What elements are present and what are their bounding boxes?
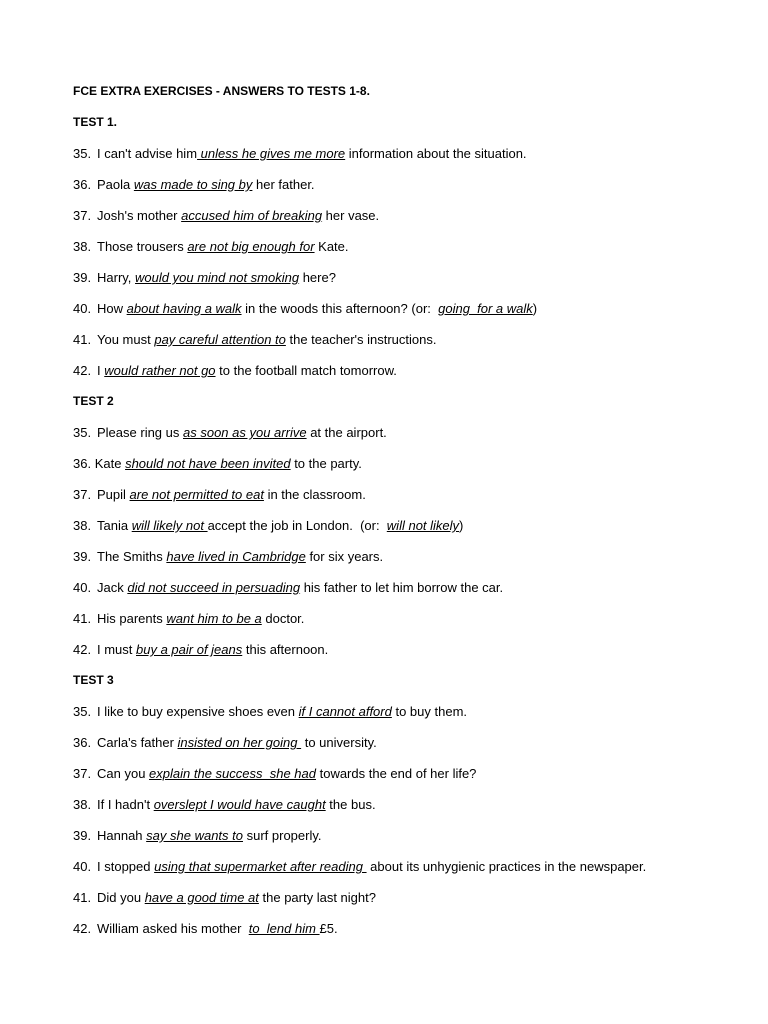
sentence-text: Hannah bbox=[97, 828, 147, 843]
sentence-text: Tania bbox=[97, 518, 132, 533]
answer-item bbox=[73, 456, 743, 487]
sentence-text: Harry, bbox=[97, 270, 136, 285]
tests-container bbox=[73, 115, 743, 952]
sentence-text: ) bbox=[459, 518, 464, 533]
item-number: 39. bbox=[73, 549, 92, 564]
answer-item bbox=[73, 549, 743, 580]
item-number: 36. bbox=[73, 735, 92, 750]
answer-phrase: about having a walk bbox=[126, 301, 242, 316]
sentence-text: her father. bbox=[252, 177, 315, 192]
sentence-text: His parents bbox=[97, 611, 167, 626]
sentence-text: How bbox=[97, 301, 127, 316]
answer-phrase: buy a pair of jeans bbox=[136, 642, 243, 657]
item-number: 41. bbox=[73, 332, 92, 347]
answer-phrase: using that supermarket after reading bbox=[154, 859, 367, 874]
sentence-text: You must bbox=[97, 332, 155, 347]
item-number: 42. bbox=[73, 363, 92, 378]
answer-item bbox=[73, 735, 743, 766]
answer-phrase: did not succeed in persuading bbox=[127, 580, 301, 595]
answer-item bbox=[73, 859, 743, 890]
answer-item bbox=[73, 487, 743, 518]
item-number: 35. bbox=[73, 425, 92, 440]
answer-phrase: will not likely bbox=[386, 518, 460, 533]
answer-phrase: should not have been invited bbox=[125, 456, 291, 471]
answer-item bbox=[73, 270, 743, 301]
sentence-text: this afternoon. bbox=[242, 642, 329, 657]
answer-phrase: are not permitted to eat bbox=[129, 487, 264, 502]
sentence-text: about its unhygienic practices in the newspaper. bbox=[366, 859, 647, 874]
answer-phrase: going for a walk bbox=[438, 301, 533, 316]
sentence-text: I like to buy expensive shoes even bbox=[97, 704, 299, 719]
answer-phrase: would rather not go bbox=[104, 363, 216, 378]
answer-item bbox=[73, 518, 743, 549]
answer-phrase: as soon as you arrive bbox=[183, 425, 307, 440]
answer-phrase: insisted on her going bbox=[177, 735, 302, 750]
sentence-text: her vase. bbox=[322, 208, 380, 223]
sentence-text: Pupil bbox=[97, 487, 130, 502]
document-title: FCE EXTRA EXERCISES - ANSWERS TO TESTS 1-8. bbox=[73, 84, 370, 98]
item-number: 36. bbox=[73, 456, 92, 471]
sentence-text: I bbox=[97, 363, 105, 378]
sentence-text: If I hadn't bbox=[97, 797, 154, 812]
answer-phrase: want him to be a bbox=[166, 611, 262, 626]
sentence-text: for six years. bbox=[305, 549, 384, 564]
item-number: 38. bbox=[73, 518, 92, 533]
sentence-text: £5. bbox=[319, 921, 338, 936]
answer-phrase: will likely not bbox=[131, 518, 208, 533]
sentence-text: Kate bbox=[94, 456, 126, 471]
answer-phrase: explain the success she had bbox=[149, 766, 316, 781]
answer-item bbox=[73, 611, 743, 642]
answer-phrase: overslept I would have caught bbox=[153, 797, 326, 812]
item-number: 40. bbox=[73, 301, 92, 316]
sentence-text: Josh's mother bbox=[97, 208, 182, 223]
answer-item bbox=[73, 766, 743, 797]
sentence-text: ) bbox=[532, 301, 538, 316]
sentence-text: accept the job in London. (or: bbox=[207, 518, 387, 533]
answer-document bbox=[73, 84, 743, 952]
answer-item bbox=[73, 642, 743, 673]
item-number: 35. bbox=[73, 704, 92, 719]
sentence-text: Those trousers bbox=[97, 239, 188, 254]
sentence-text: doctor. bbox=[261, 611, 305, 626]
answer-phrase: pay careful attention to bbox=[154, 332, 286, 347]
test-heading: TEST 2 bbox=[73, 394, 114, 408]
answer-phrase: unless he gives me more bbox=[197, 146, 346, 161]
sentence-text: the party last night? bbox=[258, 890, 376, 905]
sentence-text: towards the end of her life? bbox=[315, 766, 477, 781]
test-heading: TEST 1. bbox=[73, 115, 118, 129]
sentence-text: I must bbox=[97, 642, 137, 657]
sentence-text: at the airport. bbox=[306, 425, 387, 440]
answer-item bbox=[73, 921, 743, 952]
answer-item bbox=[73, 797, 743, 828]
sentence-text: to the party. bbox=[290, 456, 362, 471]
sentence-text: the bus. bbox=[325, 797, 376, 812]
answer-item bbox=[73, 208, 743, 239]
item-number: 39. bbox=[73, 270, 92, 285]
answer-item bbox=[73, 363, 743, 394]
item-number: 38. bbox=[73, 239, 92, 254]
item-number: 41. bbox=[73, 611, 92, 626]
sentence-text: surf properly. bbox=[242, 828, 322, 843]
answer-item bbox=[73, 425, 743, 456]
sentence-text: William asked his mother bbox=[97, 921, 249, 936]
sentence-text: Paola bbox=[97, 177, 134, 192]
answer-phrase: say she wants to bbox=[146, 828, 243, 843]
item-number: 35. bbox=[73, 146, 92, 161]
answer-phrase: was made to sing by bbox=[133, 177, 253, 192]
item-number: 38. bbox=[73, 797, 92, 812]
sentence-text: in the woods this afternoon? (or: bbox=[241, 301, 439, 316]
answer-item bbox=[73, 704, 743, 735]
sentence-text: I can't advise him bbox=[97, 146, 198, 161]
sentence-text: information about the situation. bbox=[345, 146, 527, 161]
item-number: 41. bbox=[73, 890, 92, 905]
answer-item bbox=[73, 580, 743, 611]
item-number: 37. bbox=[73, 208, 92, 223]
test-heading: TEST 3 bbox=[73, 673, 114, 687]
item-number: 39. bbox=[73, 828, 92, 843]
answer-item bbox=[73, 890, 743, 921]
sentence-text: to university. bbox=[301, 735, 377, 750]
answer-item bbox=[73, 177, 743, 208]
item-number: 37. bbox=[73, 487, 92, 502]
answer-item bbox=[73, 828, 743, 859]
sentence-text: to buy them. bbox=[391, 704, 468, 719]
sentence-text: the teacher's instructions. bbox=[285, 332, 437, 347]
answer-phrase: accused him of breaking bbox=[181, 208, 323, 223]
answer-phrase: to lend him bbox=[248, 921, 320, 936]
answer-phrase: would you mind not smoking bbox=[135, 270, 300, 285]
item-number: 40. bbox=[73, 580, 92, 595]
answer-phrase: have lived in Cambridge bbox=[166, 549, 306, 564]
answer-phrase: are not big enough for bbox=[187, 239, 315, 254]
item-number: 37. bbox=[73, 766, 92, 781]
sentence-text: here? bbox=[299, 270, 336, 285]
sentence-text: Jack bbox=[97, 580, 128, 595]
sentence-text: Carla's father bbox=[97, 735, 178, 750]
sentence-text: Did you bbox=[97, 890, 145, 905]
item-number: 42. bbox=[73, 921, 92, 936]
answer-item bbox=[73, 146, 743, 177]
answer-item bbox=[73, 332, 743, 363]
sentence-text: Can you bbox=[97, 766, 150, 781]
sentence-text: to the football match tomorrow. bbox=[215, 363, 397, 378]
answer-item bbox=[73, 301, 743, 332]
item-number: 40. bbox=[73, 859, 92, 874]
sentence-text: The Smiths bbox=[97, 549, 167, 564]
answer-phrase: if I cannot afford bbox=[298, 704, 392, 719]
item-number: 42. bbox=[73, 642, 92, 657]
sentence-text: Kate. bbox=[314, 239, 349, 254]
sentence-text: in the classroom. bbox=[263, 487, 366, 502]
sentence-text: I stopped bbox=[97, 859, 155, 874]
sentence-text: Please ring us bbox=[97, 425, 183, 440]
answer-phrase: have a good time at bbox=[144, 890, 259, 905]
sentence-text: his father to let him borrow the car. bbox=[300, 580, 504, 595]
answer-item bbox=[73, 239, 743, 270]
item-number: 36. bbox=[73, 177, 92, 192]
